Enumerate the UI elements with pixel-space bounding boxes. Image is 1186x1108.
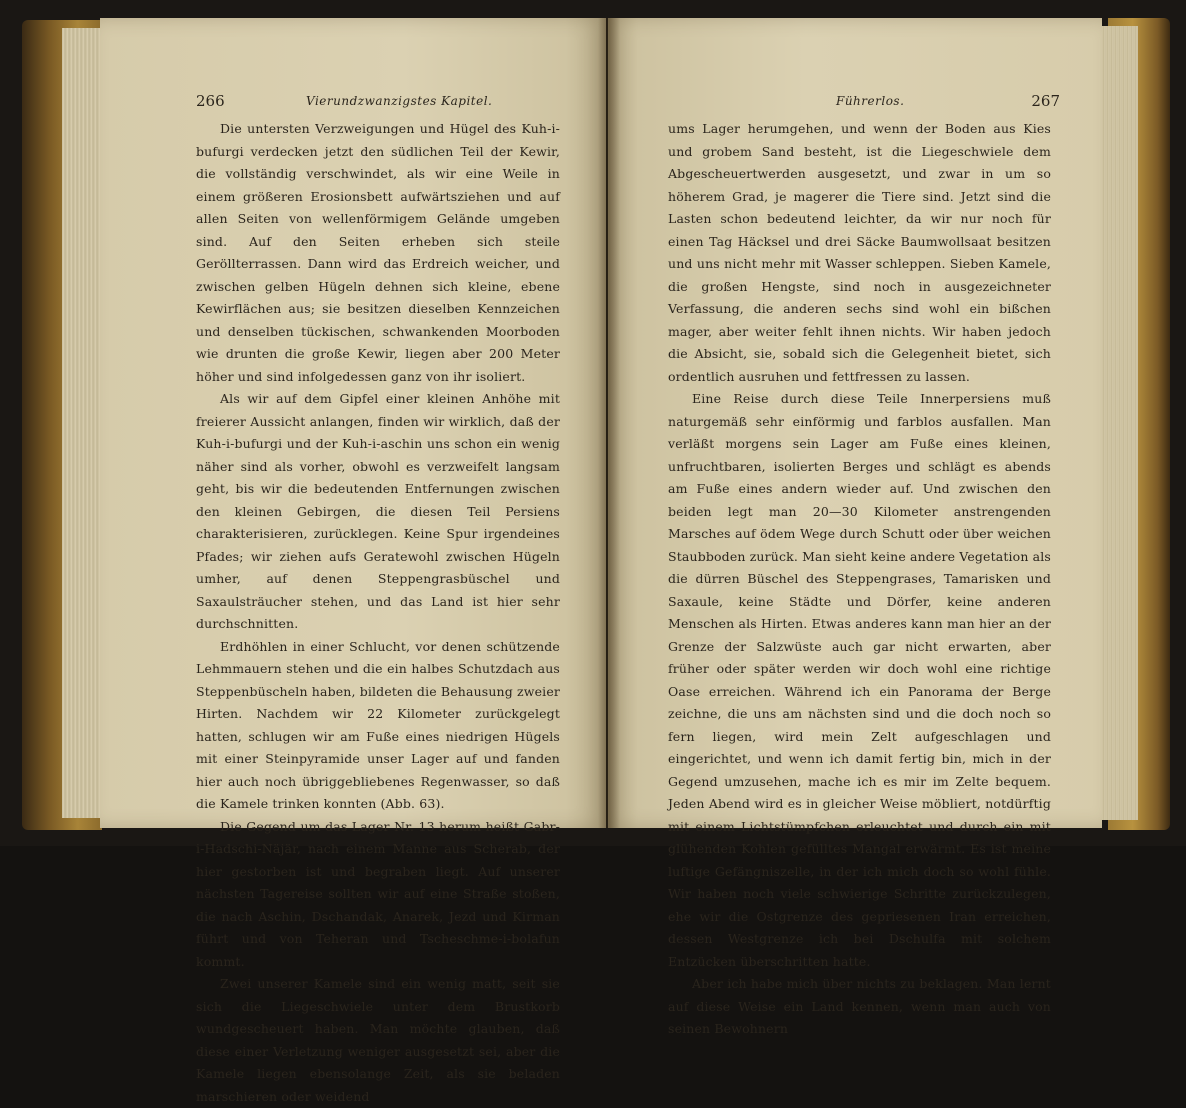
- paragraph: Zwei unserer Kamele sind ein wenig matt, seit sie sich die Liegeschwiele unter dem Brustkorb wundgescheuert haben. Man möchte glauben, daß diese einer Verletzung weniger ausgesetzt sei, aber die Kamele liegen ebensolange Zeit, als sie beladen marschieren oder weidend: [196, 976, 560, 1104]
- paragraph: Die untersten Verzweigungen und Hügel des Kuh-i-bufurgi verdecken jetzt den südlichen Teil der Kewir, die vollständig verschwindet, als wir eine Weile in einem größeren Erosionsbett aufwärtsziehen und auf allen Seiten von wellenförmigem Gelände umgeben sind. Auf den Seiten erheben sich steile Geröllterrassen. Dann wird das Erdreich weicher, und zwischen gelben Hügeln dehnen sich kleine, ebene Kewirflächen aus; sie besitzen dieselben Kennzeichen und denselben tückischen, schwankenden Moorboden wie drunten die große Kewir, liegen aber 200 Meter höher und sind infolgedessen ganz von ihr isoliert.: [196, 121, 560, 384]
- left-page-number: 266: [196, 92, 225, 110]
- book-gutter: [598, 18, 620, 828]
- paragraph: Die Gegend um das Lager Nr. 13 herum heißt Gabr-i-Hadschi-Näjär, nach einem Manne aus Scherab, der hier gestorben ist und begraben liegt. Auf unserer nächsten Tagereise sollten wir auf eine Straße stoßen, die nach Aschin, Dschandak, Anarek, Jezd und Kirman führt und von Teheran und Tscheschme-i-bolafun kommt.: [196, 818, 560, 969]
- page-edges-right: [1098, 26, 1138, 820]
- paragraph: Eine Reise durch diese Teile Innerpersiens muß naturgemäß sehr einförmig und farblos ausfallen. Man verläßt morgens sein Lager am Fuße eines kleinen, unfruchtbaren, isolierten Berges und schlägt es abends am Fuße eines andern wieder auf. Und zwischen den beiden legt man 20—30 Kilometer anstrengenden Marsches auf ödem Wege durch Schutt oder über weichen Staubboden zurück. Man sieht keine andere Vegetation als die dürren Büschel des Steppengrases, Tamarisken und Saxaule, keine Städte und Dörfer, keine anderen Menschen als Hirten. Etwas anderes kann man hier an der Grenze der Salzwüste auch gar nicht erwarten, aber früher oder später werden wir doch wohl eine richtige Oase erreichen. Während ich ein Panorama der Berge zeichne, die uns am nächsten sind und die doch noch so fern liegen, wird mein Zelt aufgeschlagen und eingerichtet, und wenn ich damit fertig bin, mich in der Gegend umzusehen, mache ich es mir im Zelte bequem. Jeden Abend wird es in gleicher Weise möbliert, notdürftig mit einem Lichtstümpfchen erleuchtet und durch ein mit glühenden Kohlen gefülltes Mangal erwärmt. Es ist meine luftige Gefängniszelle, in der ich mich doch so wohl fühle. Wir haben noch viele schwierige Schritte zurückzulegen, ehe wir die Ostgrenze des gepriesenen Iran erreichen, dessen Westgrenze ich bei Dschulfa mit solchem Entzücken überschritten hatte.: [668, 391, 1051, 969]
- right-running-head: Führerlos.: [836, 94, 905, 108]
- right-page-number: 267: [1031, 92, 1060, 110]
- right-page-text: [668, 118, 1051, 1041]
- right-page: [608, 18, 1102, 1036]
- paragraph: ums Lager herumgehen, und wenn der Boden aus Kies und grobem Sand besteht, ist die Liegeschwiele dem Abgescheuertwerden ausgesetzt, und zwar in um so höherem Grad, je magerer die Tiere sind. Jetzt sind die Lasten schon bedeutend leichter, da wir nur noch für einen Tag Häcksel und drei Säcke Baumwollsaat besitzen und uns nicht mehr mit Wasser schleppen. Sieben Kamele, die großen Hengste, sind noch in ausgezeichneter Verfassung, die anderen sechs sind wohl ein bißchen mager, aber weiter fehlt ihnen nichts. Wir haben jedoch die Absicht, sie, sobald sich die Gelegenheit bietet, sich ordentlich ausruhen und fettfressen zu lassen.: [668, 121, 1051, 384]
- left-page-text: [196, 118, 560, 1108]
- left-page-header: [196, 90, 570, 112]
- right-page-header: [630, 90, 1060, 112]
- left-running-head: Vierundzwanzigstes Kapitel.: [306, 94, 493, 108]
- left-page: [100, 18, 606, 1104]
- paragraph: Erdhöhlen in einer Schlucht, vor denen schützende Lehmmauern stehen und die ein halbes Schutzdach aus Steppenbüscheln haben, bildeten die Behausung zweier Hirten. Nachdem wir 22 Kilometer zurückgelegt hatten, schlugen wir am Fuße eines niedrigen Hügels mit einer Steinpyramide unser Lager auf und fanden hier auch noch übriggebliebenes Regenwasser, so daß die Kamele trinken konnten (Abb. 63).: [196, 638, 560, 811]
- paragraph: Als wir auf dem Gipfel einer kleinen Anhöhe mit freierer Aussicht anlangen, finden wir wirklich, daß der Kuh-i-bufurgi und der Kuh-i-aschin uns schon ein wenig näher sind als vorher, obwohl es verzweifelt langsam geht, bis wir die bedeutenden Entfernungen zwischen den kleinen Gebirgen, die diesen Teil Persiens charakterisieren, zurücklegen. Keine Spur irgendeines Pfades; wir ziehen aufs Geratewohl zwischen Hügeln umher, auf denen Steppengrasbüschel und Saxaulsträucher stehen, und das Land ist hier sehr durchschnitten.: [196, 391, 560, 631]
- paragraph: Aber ich habe mich über nichts zu beklagen. Man lernt auf diese Weise ein Land kennen, wenn man auch von seinen Bewohnern: [668, 976, 1051, 1036]
